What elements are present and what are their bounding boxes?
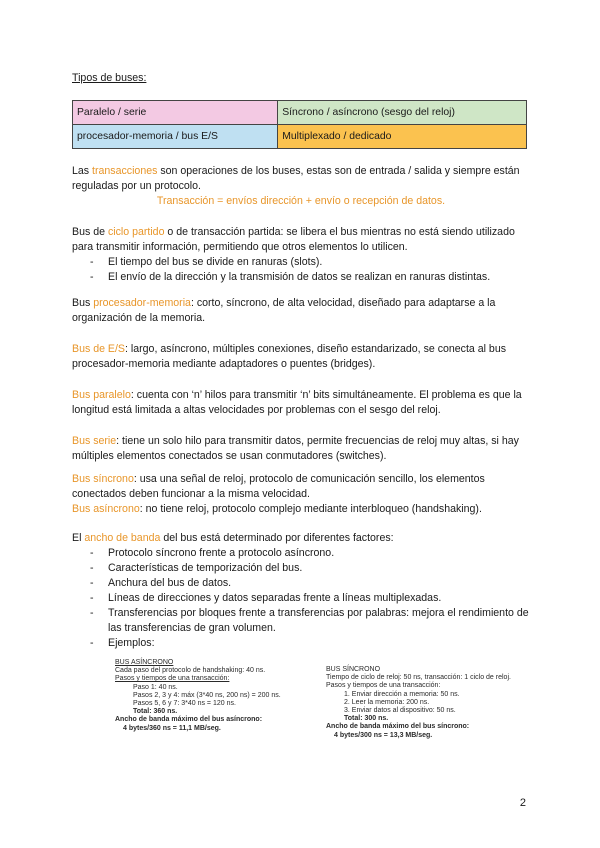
text: o de transacción partida: se libera el bus mientras no está siendo utilizado para transmitir información, permitiendo que otros elementos lo utilicen. [72, 226, 515, 253]
bandwidth-paragraph [72, 531, 530, 651]
processor-memory-paragraph [72, 296, 530, 326]
example-title: BUS ASÍNCRONO [115, 659, 174, 666]
highlight-term: ciclo partido [107, 226, 165, 238]
serial-bus-paragraph [72, 434, 530, 464]
example-line: Pasos 5, 6 y 7: 3*40 ns = 120 ns. [133, 700, 236, 708]
text: : usa una señal de reloj, protocolo de comunicación sencillo, los elementos conectados deben funcionar a la misma velocidad. [72, 473, 485, 500]
list-item: - El tiempo del bus se divide en ranuras (slots). [72, 255, 530, 270]
example-line: Ancho de banda máximo del bus asíncrono: [115, 716, 263, 724]
example-line: Pasos y tiempos de una transacción: [115, 675, 230, 683]
highlight-term: Bus de E/S [72, 343, 125, 355]
text: El [72, 532, 85, 544]
table-cell: Multiplexado / dedicado [278, 125, 527, 149]
text: : tiene un solo hilo para transmitir datos, permite frecuencias de reloj muy altas, si hay múltiples elementos conectados se usan conmutadores (switches). [72, 435, 519, 462]
bullet-list [72, 546, 530, 651]
parallel-bus-paragraph [72, 388, 530, 418]
example-line: Total: 300 ns. [344, 715, 389, 723]
example-line: 2. Leer la memoria: 200 ns. [344, 698, 430, 706]
transactions-paragraph [72, 164, 530, 209]
text: : corto, síncrono, de alta velocidad, diseñado para adaptarse a la organización de la memoria. [72, 297, 496, 324]
table-cell: Paralelo / serie [73, 101, 278, 125]
section-heading: Tipos de buses: [72, 72, 147, 84]
bullet-list [72, 255, 530, 285]
sync-bus-example [326, 666, 536, 740]
text: : largo, asíncrono, múltiples conexiones, diseño estandarizado, se conecta al bus procesador-memoria mediante adaptadores o puentes (bridges). [72, 343, 507, 370]
highlight-term: procesador-memoria [93, 297, 191, 309]
text: : no tiene reloj, protocolo complejo mediante interbloqueo (handshaking). [139, 503, 482, 515]
text: del bus está determinado por diferentes factores: [160, 532, 394, 544]
text: Las [72, 165, 93, 177]
sync-async-paragraph [72, 472, 530, 517]
list-item: - Características de temporización del bus. [72, 561, 530, 576]
async-bus-example [115, 659, 315, 733]
io-bus-paragraph [72, 342, 530, 372]
text: Bus de [72, 226, 108, 238]
list-item: - Transferencias por bloques frente a transferencias por palabras: mejora el rendimiento de las transferencias de gran volumen. [72, 606, 530, 636]
split-cycle-paragraph [72, 225, 530, 285]
highlight-term: Bus síncrono [72, 473, 134, 485]
example-line: 1. Enviar dirección a memoria: 50 ns. [344, 690, 460, 698]
list-item: - Ejemplos: [72, 636, 530, 651]
highlight-term: Bus serie [72, 435, 117, 447]
example-line: Tiempo de ciclo de reloj: 50 ns, transacción: 1 ciclo de reloj. [326, 674, 511, 682]
example-line: 3. Enviar datos al dispositivo: 50 ns. [344, 707, 456, 715]
table-row [73, 101, 527, 125]
example-line: Cada paso del protocolo de handshaking: 40 ns. [115, 667, 266, 675]
example-line: Pasos y tiempos de una transacción: [326, 682, 441, 690]
transaction-formula: Transacción = envíos dirección + envío o recepción de datos. [156, 195, 446, 207]
example-line: Paso 1: 40 ns. [133, 683, 178, 691]
table-cell: Síncrono / asíncrono (sesgo del reloj) [278, 101, 527, 125]
example-title: BUS SÍNCRONO [326, 666, 381, 673]
page-number: 2 [519, 797, 526, 809]
example-result: 4 bytes/360 ns = 11,1 MB/seg. [123, 724, 221, 732]
highlight-term: transacciones [92, 165, 158, 177]
highlight-term: Bus asíncrono [72, 503, 140, 515]
list-item: - El envío de la dirección y la transmisión de datos se realizan en ranuras distintas. [72, 270, 530, 285]
text: Bus [72, 297, 94, 309]
highlight-term: Bus paralelo [72, 389, 131, 401]
example-result: 4 bytes/300 ns = 13,3 MB/seg. [334, 731, 433, 739]
text: : cuenta con ‘n’ hilos para transmitir ‘n’ bits simultáneamente. El problema es que la longitud está limitada a altas velocidades por problemas con el sesgo del reloj. [72, 389, 522, 416]
list-item: - Protocolo síncrono frente a protocolo asíncrono. [72, 546, 530, 561]
highlight-term: ancho de banda [84, 532, 161, 544]
bus-types-table [72, 100, 527, 149]
list-item: - Líneas de direcciones y datos separadas frente a líneas multiplexadas. [72, 591, 530, 606]
table-row [73, 125, 527, 149]
example-line: Pasos 2, 3 y 4: máx (3*40 ns, 200 ns) = 200 ns. [133, 691, 281, 699]
list-item: - Anchura del bus de datos. [72, 576, 530, 591]
example-line: Ancho de banda máximo del bus síncrono: [326, 723, 470, 731]
example-line: Total: 360 ns. [133, 708, 178, 716]
text: son operaciones de los buses, estas son de entrada / salida y siempre están reguladas por un protocolo. [72, 165, 520, 192]
table-cell: procesador-memoria / bus E/S [73, 125, 278, 149]
